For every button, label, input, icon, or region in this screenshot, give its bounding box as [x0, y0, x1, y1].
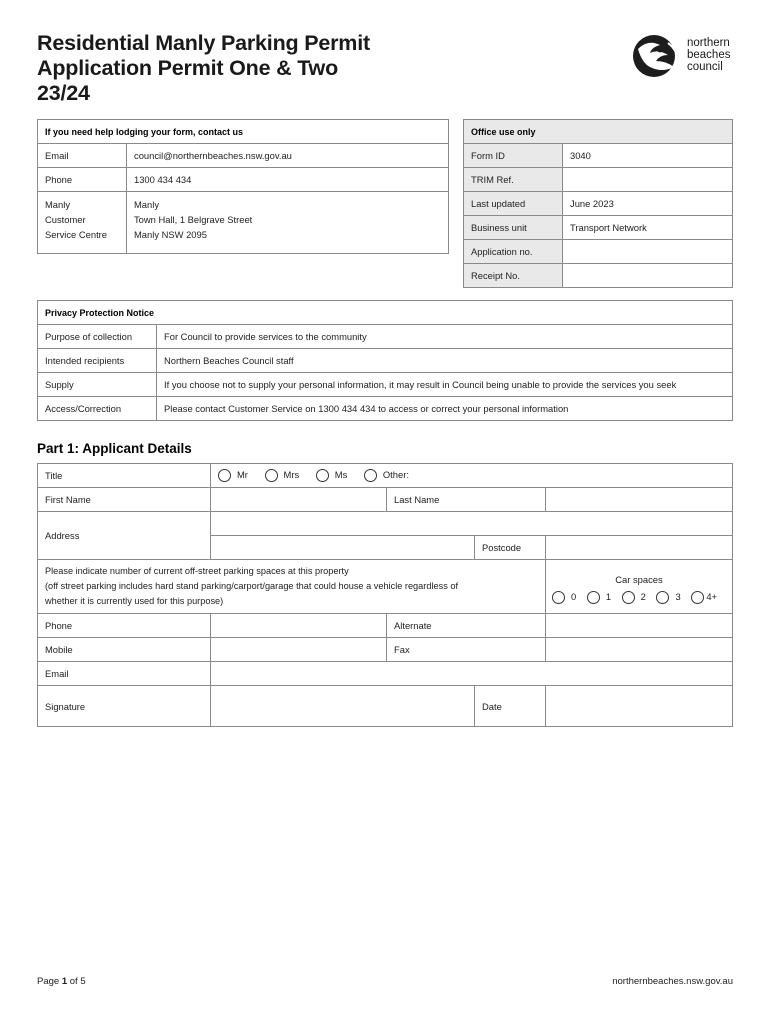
centre-label-line: Service Centre — [45, 229, 108, 240]
car-spaces-label: Car spaces — [615, 573, 663, 585]
centre-address-line: Manly — [134, 199, 160, 210]
option-label: 4+ — [706, 590, 718, 602]
postcode-label: Postcode — [475, 536, 546, 560]
footer-website[interactable]: northernbeaches.nsw.gov.au — [612, 976, 733, 987]
help-contact-table — [37, 119, 449, 254]
car-space-option-0[interactable] — [552, 591, 576, 604]
address-field-line-2[interactable] — [211, 536, 475, 560]
parking-question-line: whether it is currently used for this purpose) — [45, 596, 224, 606]
help-phone-label: Phone — [38, 168, 127, 192]
radio-icon[interactable] — [265, 469, 278, 482]
office-value[interactable] — [563, 264, 733, 288]
office-label: Business unit — [464, 216, 563, 240]
help-email-label: Email — [38, 144, 127, 168]
option-label: Mrs — [283, 468, 300, 480]
logo-line-2: beaches — [687, 49, 731, 61]
page-current: 1 — [61, 976, 68, 987]
option-label: Ms — [334, 468, 348, 480]
help-phone-value: 1300 434 434 — [127, 168, 449, 192]
car-space-option-1[interactable] — [587, 591, 611, 604]
page-number — [37, 976, 86, 987]
office-value[interactable] — [563, 168, 733, 192]
option-label: Mr — [237, 468, 248, 480]
privacy-value: Please contact Customer Service on 1300 434 434 to access or correct your personal information — [157, 397, 733, 421]
privacy-value: Northern Beaches Council staff — [157, 349, 733, 373]
radio-icon[interactable] — [691, 591, 704, 604]
page-prefix: Page — [37, 976, 62, 987]
office-label: Form ID — [464, 144, 563, 168]
office-value: June 2023 — [563, 192, 733, 216]
car-spaces-cell — [546, 560, 733, 614]
centre-address-line: Town Hall, 1 Belgrave Street — [134, 214, 253, 225]
privacy-notice-table — [37, 300, 733, 421]
first-name-label: First Name — [38, 488, 211, 512]
office-value: 3040 — [563, 144, 733, 168]
date-field[interactable] — [546, 686, 733, 727]
title-option-other[interactable] — [364, 469, 409, 482]
car-space-option-3[interactable] — [656, 591, 680, 604]
help-email-value[interactable]: council@northernbeaches.nsw.gov.au — [127, 144, 449, 168]
wave-emblem-icon — [630, 33, 684, 79]
title-option-mrs[interactable] — [265, 469, 300, 482]
car-spaces-options — [546, 591, 732, 604]
email-field[interactable] — [211, 662, 733, 686]
title-line-2: Application Permit One & Two — [37, 56, 338, 80]
mobile-label: Mobile — [38, 638, 211, 662]
office-value[interactable] — [563, 240, 733, 264]
postcode-field[interactable] — [546, 536, 733, 560]
centre-label-line: Customer — [45, 214, 86, 225]
privacy-heading: Privacy Protection Notice — [38, 301, 733, 325]
title-line-3: 23/24 — [37, 81, 90, 105]
date-label: Date — [475, 686, 546, 727]
title-options — [211, 464, 733, 488]
privacy-label: Purpose of collection — [38, 325, 157, 349]
address-label: Address — [38, 512, 211, 560]
title-line-1: Residential Manly Parking Permit — [37, 31, 370, 55]
title-option-mr[interactable] — [218, 469, 248, 482]
car-space-option-2[interactable] — [622, 591, 646, 604]
radio-icon[interactable] — [316, 469, 329, 482]
fax-label: Fax — [387, 638, 546, 662]
title-label: Title — [38, 464, 211, 488]
phone-field[interactable] — [211, 614, 387, 638]
council-logo — [630, 33, 740, 81]
last-name-field[interactable] — [546, 488, 733, 512]
office-label: Application no. — [464, 240, 563, 264]
page-suffix: of 5 — [67, 976, 86, 987]
address-field-line-1[interactable] — [211, 512, 733, 536]
mobile-field[interactable] — [211, 638, 387, 662]
fax-field[interactable] — [546, 638, 733, 662]
radio-icon[interactable] — [587, 591, 600, 604]
centre-address-line: Manly NSW 2095 — [134, 229, 207, 240]
part1-heading: Part 1: Applicant Details — [37, 441, 192, 456]
office-label: TRIM Ref. — [464, 168, 563, 192]
email-label: Email — [38, 662, 211, 686]
privacy-value: If you choose not to supply your personal information, it may result in Council being unable to provide the services you seek — [157, 373, 733, 397]
radio-icon[interactable] — [364, 469, 377, 482]
last-name-label: Last Name — [387, 488, 546, 512]
option-label: 3 — [675, 590, 681, 602]
alternate-field[interactable] — [546, 614, 733, 638]
help-heading: If you need help lodging your form, contact us — [38, 120, 449, 144]
option-label: 2 — [640, 590, 646, 602]
privacy-label: Access/Correction — [38, 397, 157, 421]
option-label: 1 — [605, 590, 612, 602]
page-title — [37, 31, 437, 106]
privacy-label: Supply — [38, 373, 157, 397]
car-space-option-4plus[interactable] — [691, 591, 717, 604]
first-name-field[interactable] — [211, 488, 387, 512]
alternate-label: Alternate — [387, 614, 546, 638]
logo-text — [687, 37, 730, 73]
option-label: 0 — [571, 590, 577, 602]
applicant-details-table — [37, 463, 733, 727]
office-value: Transport Network — [563, 216, 733, 240]
office-label: Receipt No. — [464, 264, 563, 288]
office-use-table — [463, 119, 733, 288]
radio-icon[interactable] — [218, 469, 231, 482]
signature-label: Signature — [38, 686, 211, 727]
title-option-ms[interactable] — [316, 469, 348, 482]
option-label: Other: — [382, 468, 409, 480]
phone-label: Phone — [38, 614, 211, 638]
radio-icon[interactable] — [552, 591, 565, 604]
privacy-label: Intended recipients — [38, 349, 157, 373]
parking-question-line: (off street parking includes hard stand parking/carport/garage that could house a vehicle regardless of — [45, 581, 459, 591]
help-centre-value — [127, 192, 449, 254]
help-centre-label — [38, 192, 127, 254]
logo-line-3: council — [687, 61, 723, 73]
parking-question-line: Please indicate number of current off-street parking spaces at this property — [45, 566, 349, 576]
privacy-value: For Council to provide services to the community — [157, 325, 733, 349]
office-label: Last updated — [464, 192, 563, 216]
signature-field[interactable] — [211, 686, 475, 727]
centre-label-line: Manly — [45, 199, 71, 210]
parking-spaces-question — [38, 560, 546, 614]
office-heading: Office use only — [464, 120, 733, 144]
radio-icon[interactable] — [656, 591, 669, 604]
radio-icon[interactable] — [622, 591, 635, 604]
logo-line-1: northern — [687, 37, 730, 49]
